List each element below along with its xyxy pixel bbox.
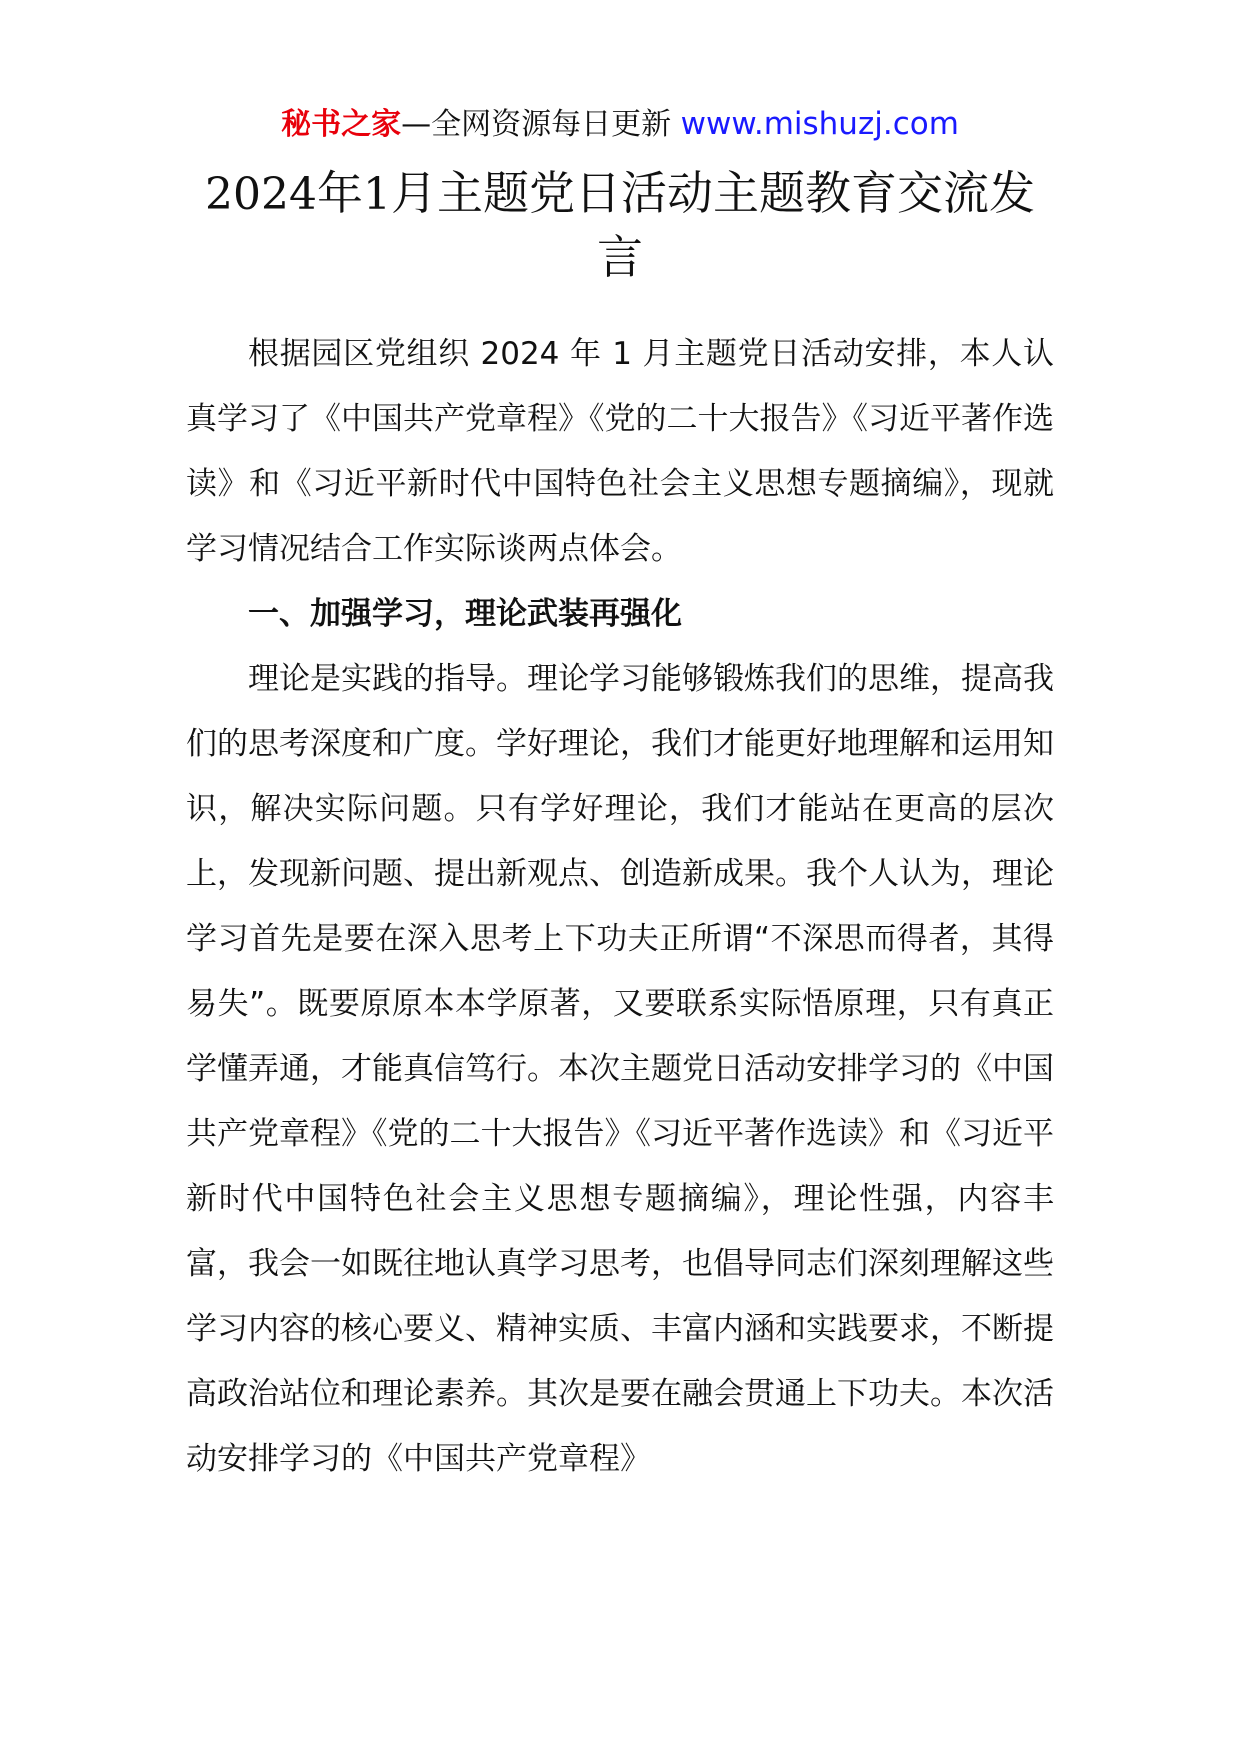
brand-name: 秘书之家: [281, 107, 402, 142]
header-slogan: —全网资源每日更新: [401, 107, 681, 142]
site-url[interactable]: www.mishuzj.com: [680, 106, 959, 142]
document-body: [186, 322, 1054, 1492]
title-rest: 月主题党日活动主题教育交流发言: [390, 166, 1035, 284]
title-year: 2024: [205, 169, 317, 220]
watermark-header: [0, 104, 1240, 145]
title-month: 1: [362, 169, 391, 220]
intro-paragraph: 根据园区党组织 2024 年 1 月主题党日活动安排，本人认真学习了《中国共产党章程》《党的二十大报告》《习近平著作选读》和《习近平新时代中国特色社会主义思想专题摘编》，现就学习情况结合工作实际谈两点体会。: [186, 336, 1054, 567]
section-heading: 一、加强学习，理论武装再强化: [248, 596, 682, 632]
title-year-char: 年: [316, 166, 363, 220]
body-paragraph: 理论是实践的指导。理论学习能够锻炼我们的思维，提高我们的思考深度和广度。学好理论，我们才能更好地理解和运用知识，解决实际问题。只有学好理论，我们才能站在更高的层次上，发现新问题、提出新观点、创造新成果。我个人认为，理论学习首先是要在深入思考上下功夫正所谓“不深思而得者，其得易失”。既要原原本本学原著，又要联系实际悟原理，只有真正学懂弄通，才能真信笃行。本次主题党日活动安排学习的《中国共产党章程》《党的二十大报告》《习近平著作选读》和《习近平新时代中国特色社会主义思想专题摘编》，理论性强，内容丰富，我会一如既往地认真学习思考，也倡导同志们深刻理解这些学习内容的核心要义、精神实质、丰富内涵和实践要求，不断提高政治站位和理论素养。其次是要在融会贯通上下功夫。本次活动安排学习的《中国共产党章程》: [186, 661, 1054, 1477]
document-title: [200, 162, 1040, 288]
